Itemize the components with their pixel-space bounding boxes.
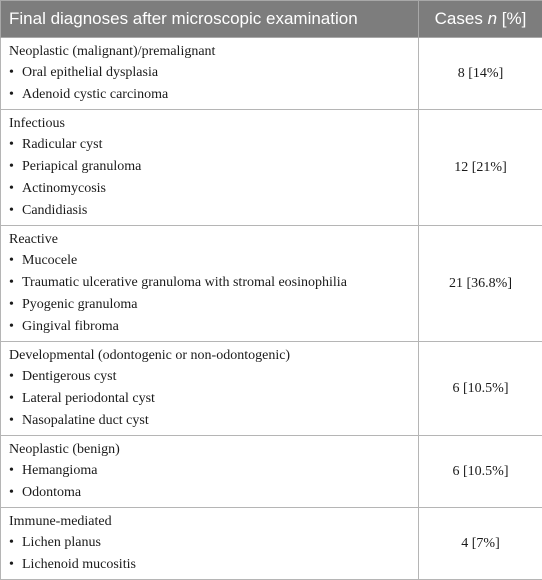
header-cases-suffix: [%] <box>497 9 526 28</box>
table-row <box>1 508 542 580</box>
bullet-icon: • <box>9 410 22 432</box>
diagnosis-cell <box>1 38 419 110</box>
diagnosis-name: Candidiasis <box>22 203 87 218</box>
list-item <box>9 250 410 272</box>
bullet-icon: • <box>9 272 22 294</box>
category-label: Neoplastic (malignant)/premalignant <box>9 41 410 62</box>
list-item <box>9 272 410 294</box>
bullet-icon: • <box>9 62 22 84</box>
header-row <box>1 1 542 38</box>
diagnosis-name: Lichen planus <box>22 535 101 550</box>
diagnosis-name: Adenoid cystic carcinoma <box>22 87 168 102</box>
list-item <box>9 554 410 576</box>
diagnosis-name: Hemangioma <box>22 463 97 478</box>
diagnosis-name: Oral epithelial dysplasia <box>22 65 158 80</box>
table-row <box>1 226 542 342</box>
bullet-icon: • <box>9 366 22 388</box>
diagnosis-cell <box>1 342 419 436</box>
bullet-icon: • <box>9 460 22 482</box>
header-diagnoses: Final diagnoses after microscopic examination <box>1 1 419 38</box>
diagnosis-list <box>9 250 410 338</box>
cases-value: 6 [10.5%] <box>419 342 542 436</box>
bullet-icon: • <box>9 294 22 316</box>
diagnosis-name: Dentigerous cyst <box>22 369 116 384</box>
bullet-icon: • <box>9 482 22 504</box>
category-label: Neoplastic (benign) <box>9 439 410 460</box>
cases-value: 8 [14%] <box>419 38 542 110</box>
diagnosis-cell <box>1 436 419 508</box>
diagnosis-list <box>9 62 410 106</box>
list-item <box>9 482 410 504</box>
bullet-icon: • <box>9 84 22 106</box>
diagnosis-name: Actinomycosis <box>22 181 106 196</box>
category-label: Developmental (odontogenic or non-odontogenic) <box>9 345 410 366</box>
list-item <box>9 178 410 200</box>
list-item <box>9 84 410 106</box>
list-item <box>9 156 410 178</box>
diagnosis-list <box>9 134 410 222</box>
bullet-icon: • <box>9 250 22 272</box>
cases-value: 6 [10.5%] <box>419 436 542 508</box>
bullet-icon: • <box>9 200 22 222</box>
list-item <box>9 200 410 222</box>
list-item <box>9 294 410 316</box>
bullet-icon: • <box>9 178 22 200</box>
table-row <box>1 436 542 508</box>
list-item <box>9 366 410 388</box>
diagnosis-name: Lichenoid mucositis <box>22 557 136 572</box>
diagnosis-cell <box>1 110 419 226</box>
cases-value: 12 [21%] <box>419 110 542 226</box>
diagnosis-name: Mucocele <box>22 253 77 268</box>
header-cases <box>419 1 542 38</box>
bullet-icon: • <box>9 388 22 410</box>
diagnosis-list <box>9 366 410 432</box>
diagnosis-name: Lateral periodontal cyst <box>22 391 155 406</box>
diagnosis-list <box>9 460 410 504</box>
bullet-icon: • <box>9 134 22 156</box>
diagnosis-name: Traumatic ulcerative granuloma with stromal eosinophilia <box>22 275 347 290</box>
table-row <box>1 110 542 226</box>
category-label: Reactive <box>9 229 410 250</box>
diagnosis-cell <box>1 226 419 342</box>
header-cases-prefix: Cases <box>435 9 488 28</box>
bullet-icon: • <box>9 156 22 178</box>
list-item <box>9 316 410 338</box>
bullet-icon: • <box>9 316 22 338</box>
list-item <box>9 62 410 84</box>
cases-value: 4 [7%] <box>419 508 542 580</box>
category-label: Immune-mediated <box>9 511 410 532</box>
diagnosis-list <box>9 532 410 576</box>
diagnosis-name: Periapical granuloma <box>22 159 141 174</box>
cases-value: 21 [36.8%] <box>419 226 542 342</box>
list-item <box>9 410 410 432</box>
table-row <box>1 38 542 110</box>
bullet-icon: • <box>9 554 22 576</box>
table-row <box>1 342 542 436</box>
diagnosis-cell <box>1 508 419 580</box>
header-cases-n: n <box>488 9 497 28</box>
list-item <box>9 134 410 156</box>
diagnosis-name: Odontoma <box>22 485 81 500</box>
diagnosis-name: Nasopalatine duct cyst <box>22 413 149 428</box>
list-item <box>9 460 410 482</box>
diagnosis-name: Pyogenic granuloma <box>22 297 137 312</box>
diagnosis-name: Gingival fibroma <box>22 319 119 334</box>
bullet-icon: • <box>9 532 22 554</box>
diagnosis-name: Radicular cyst <box>22 137 102 152</box>
category-label: Infectious <box>9 113 410 134</box>
list-item <box>9 388 410 410</box>
